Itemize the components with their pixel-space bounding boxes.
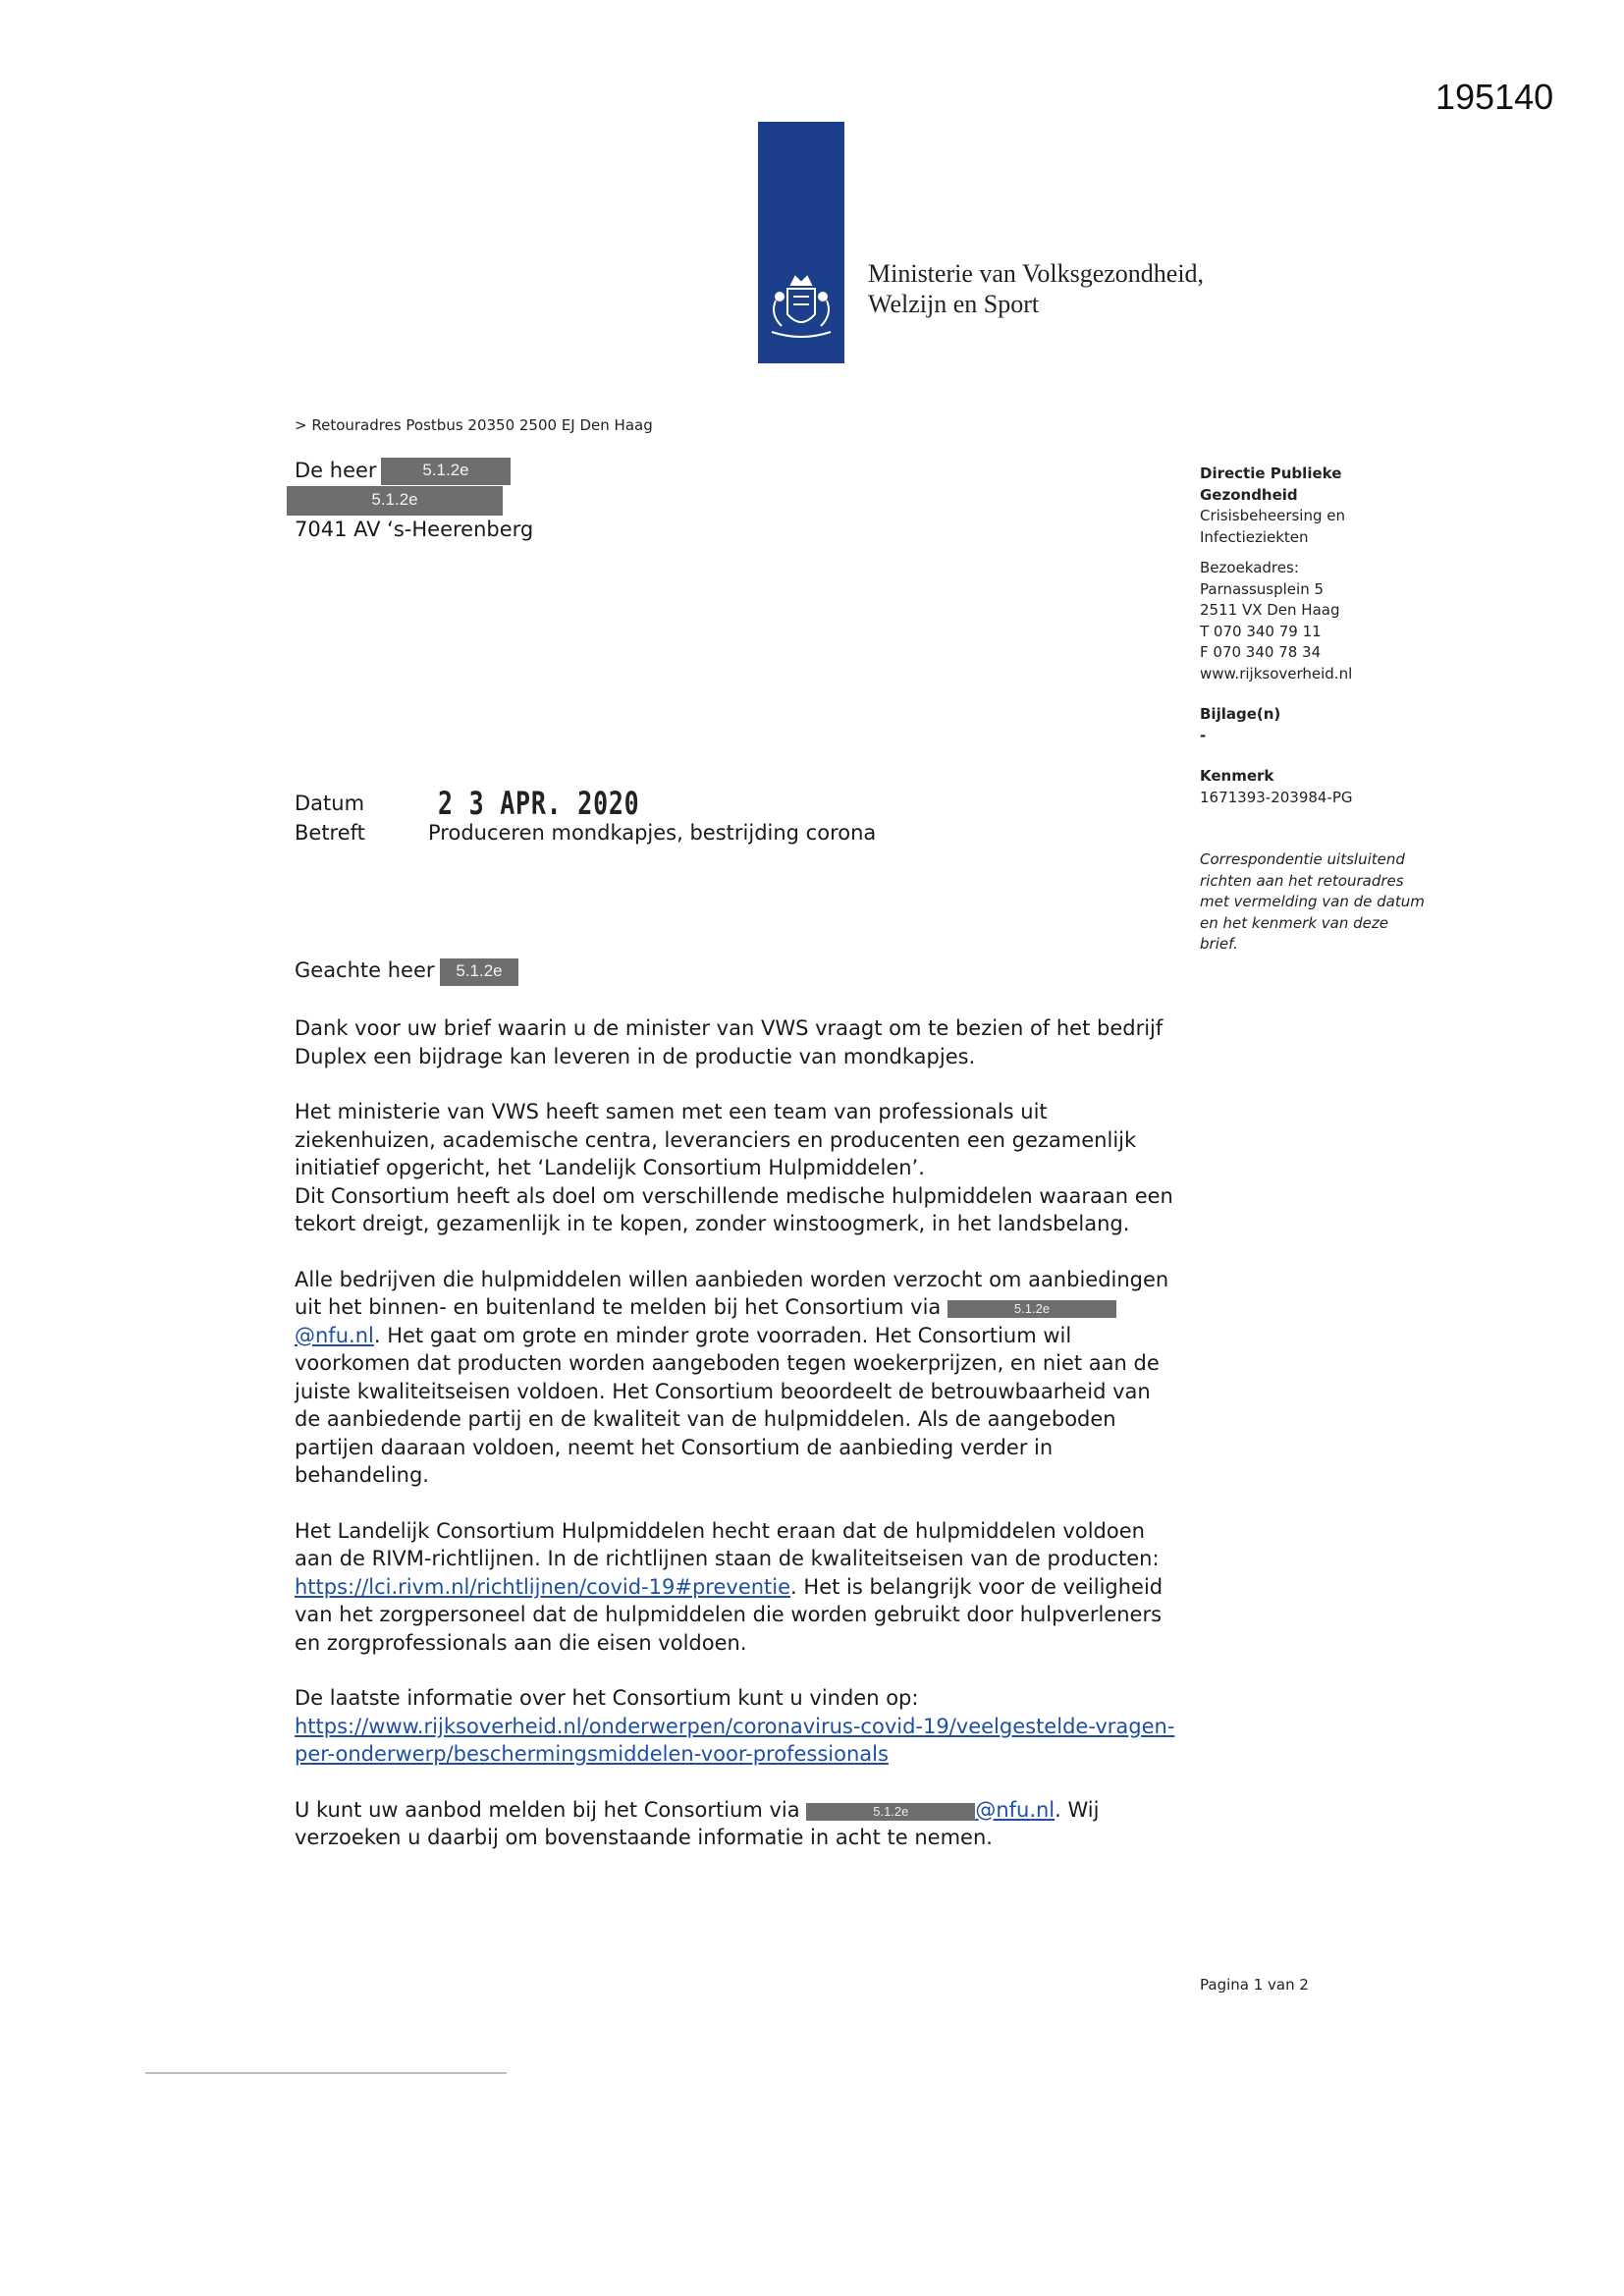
correspondence-note: Correspondentie uitsluitend richten aan het retouradres met vermelding van de datum en het kenmerk van deze brief. <box>1200 850 1425 953</box>
website: www.rijksoverheid.nl <box>1200 664 1353 683</box>
sender-sidebar <box>1200 464 1465 956</box>
paragraph: Dank voor uw brief waarin u de minister van VWS vraagt om te bezien of het bedrijf Duplex een bijdrage kan leveren in de productie van mondkapjes. <box>295 1016 1164 1068</box>
ministry-name <box>868 258 1204 319</box>
attachments-value: - <box>1200 726 1207 744</box>
reference-value: 1671393-203984-PG <box>1200 788 1353 806</box>
fax-number: F 070 340 78 34 <box>1200 643 1322 661</box>
redaction-box: 5.1.2e <box>287 486 503 516</box>
subject-label: Betreft <box>295 821 365 845</box>
redaction-box: 5.1.2e <box>440 958 518 986</box>
recipient-salutation: De heer <box>295 459 377 482</box>
street: Parnassusplein 5 <box>1200 579 1325 598</box>
date-stamp: 2 3 APR. 2020 <box>438 785 640 822</box>
attachments-label: Bijlage(n) <box>1200 705 1281 723</box>
phone-number: T 070 340 79 11 <box>1200 622 1322 640</box>
department-name: Directie Publieke <box>1200 465 1342 482</box>
redaction-box: 5.1.2e <box>381 458 511 485</box>
unit-name: Crisisbeheersing en <box>1200 507 1346 524</box>
paragraph: Dit Consortium heeft als doel om verschillende medische hulpmiddelen waaraan een tekort dreigt, gezamenlijk in te kopen, zonder winstoogmerk, in het landsbelang. <box>295 1183 1173 1235</box>
ministry-logo <box>758 122 844 363</box>
department-name: Gezondheid <box>1200 485 1298 504</box>
postal-code: 2511 VX Den Haag <box>1200 601 1340 619</box>
ministry-name-line1: Ministerie van Volksgezondheid, <box>868 259 1205 288</box>
email-link[interactable]: @nfu.nl <box>975 1797 1056 1822</box>
recipient-city: 7041 AV ‘s-Heerenberg <box>295 518 534 541</box>
letter-body <box>295 1014 1178 1852</box>
reference-label: Kenmerk <box>1200 767 1274 785</box>
unit-name: Infectieziekten <box>1200 527 1309 546</box>
greeting: Geachte heer <box>295 958 435 982</box>
rivm-guidelines-link[interactable]: https://lci.rivm.nl/richtlijnen/covid-19#preventie <box>295 1574 791 1599</box>
redaction-box: 5.1.2e <box>806 1803 975 1821</box>
email-link[interactable]: @nfu.nl <box>295 1323 374 1347</box>
return-address: > Retouradres Postbus 20350 2500 EJ Den Haag <box>295 416 653 434</box>
paragraph: Alle bedrijven die hulpmiddelen willen aanbieden worden verzocht om aanbiedingen uit het binnen- en buitenland te melden bij het Consortium via 5.1.2e@nfu.nl. Het gaat om grote en minder grote voorraden. Het Consortium wil voorkomen dat producten worden aangeboden tegen woekerprijzen, en niet aan de juiste kwaliteitseisen voldoen. Het Consortium beoordeelt de betrouwbaarheid van de aanbiedende partij en de kwaliteit van de hulpmiddelen. Als de aangeboden partijen daaraan voldoen, neemt het Consortium de aanbieding verder in behandeling. <box>295 1267 1169 1487</box>
visit-address-label: Bezoekadres: <box>1200 559 1299 576</box>
date-label: Datum <box>295 792 365 815</box>
paragraph: De laatste informatie over het Consortium kunt u vinden op: https://www.rijksoverheid.nl/onderwerpen/coronavirus-covid-19/veelgestelde-vragen-per-onderwerp/beschermingsmiddelen-voor-professionals <box>295 1686 1175 1766</box>
ministry-name-line2: Welzijn en Sport <box>868 290 1040 318</box>
royal-crest-icon <box>758 271 844 350</box>
paragraph: U kunt uw aanbod melden bij het Consortium via 5.1.2e @nfu.nl. Wij verzoeken u daarbij om bovenstaande informatie in acht te nemen. <box>295 1797 1100 1849</box>
subject-value: Produceren mondkapjes, bestrijding corona <box>428 821 877 845</box>
divider <box>145 2072 507 2074</box>
redaction-box: 5.1.2e <box>947 1300 1116 1318</box>
paragraph: Het Landelijk Consortium Hulpmiddelen hecht eraan dat de hulpmiddelen voldoen aan de RIVM-richtlijnen. In de richtlijnen staan de kwaliteitseisen van de producten: https://lci.rivm.nl/richtlijnen/covid-19#preventie. Het is belangrijk voor de veiligheid van het zorgpersoneel dat de hulpmiddelen die worden gebruikt door hulpverleners en zorgprofessionals aan die eisen voldoen. <box>295 1518 1164 1655</box>
document-number: 195140 <box>1435 77 1554 117</box>
paragraph: Het ministerie van VWS heeft samen met een team van professionals uit ziekenhuizen, academische centra, leveranciers en producenten een gezamenlijk initiatief opgericht, het ‘Landelijk Consortium Hulpmiddelen’. <box>295 1100 1137 1179</box>
page-indicator: Pagina 1 van 2 <box>1200 1976 1309 1994</box>
rijksoverheid-link[interactable]: https://www.rijksoverheid.nl/onderwerpen/coronavirus-covid-19/veelgestelde-vragen-per-onderwerp/beschermingsmiddelen-voor-professionals <box>295 1714 1175 1766</box>
